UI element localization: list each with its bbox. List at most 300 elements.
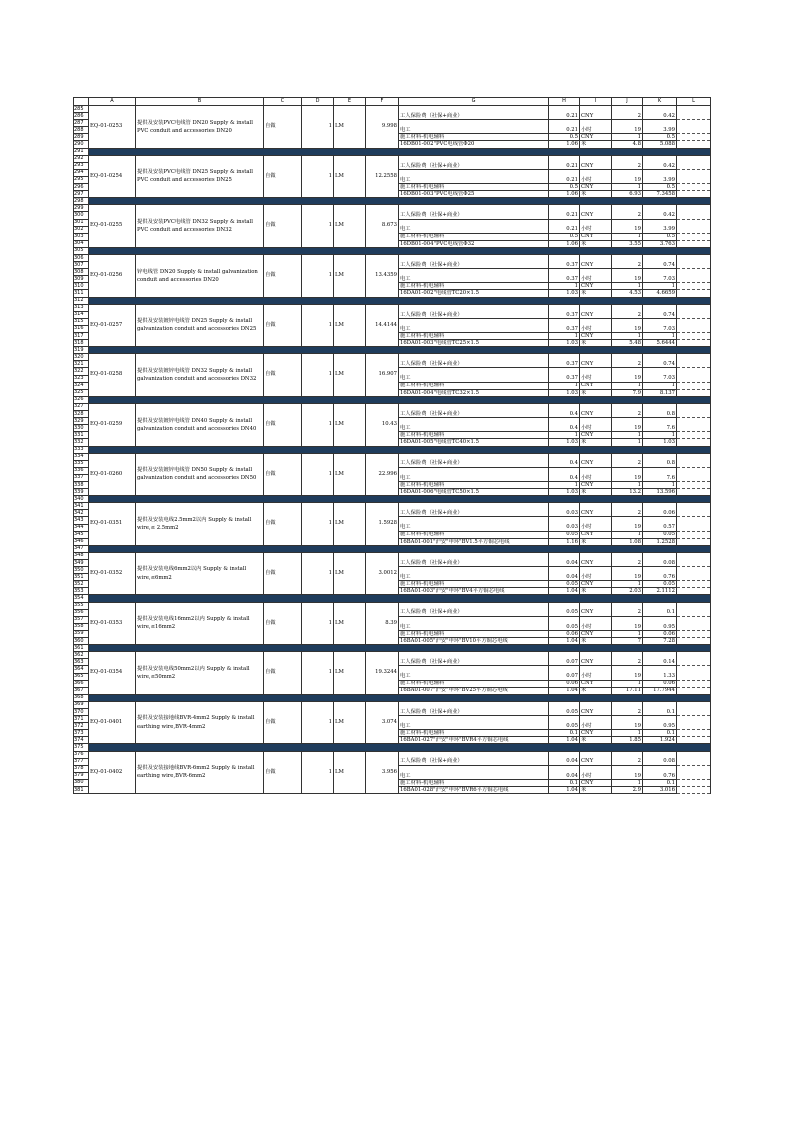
line-amount[interactable]: 7.03 (643, 368, 677, 382)
line-amount[interactable]: 0.95 (643, 616, 677, 630)
line-rate[interactable]: 1.04 (549, 588, 580, 595)
empty-cell-l[interactable] (677, 233, 711, 240)
line-name[interactable]: 施工材料-机电辅料 (399, 779, 549, 786)
line-name[interactable]: 工人保险费（社保+商业） (399, 751, 549, 765)
empty-cell-l[interactable] (677, 219, 711, 233)
line-price[interactable]: 1 (612, 233, 643, 240)
line-price[interactable]: 19 (612, 716, 643, 730)
line-amount[interactable]: 4.6659 (643, 290, 677, 297)
line-price[interactable]: 2 (612, 106, 643, 120)
line-amount[interactable]: 0.95 (643, 716, 677, 730)
row-number[interactable]: 371 (74, 716, 89, 723)
line-unit[interactable]: 米 (580, 638, 612, 645)
empty-cell-l[interactable] (677, 737, 711, 744)
line-price[interactable]: 19 (612, 467, 643, 481)
line-name[interactable]: 电工 (399, 120, 549, 134)
empty-cell-l[interactable] (677, 382, 711, 389)
line-name[interactable]: 工人保险费（社保+商业） (399, 354, 549, 368)
empty-cell-l[interactable] (677, 340, 711, 347)
item-description[interactable]: 提供及安装电线50mm2以内 Supply & install wire,≤50mm2 (136, 652, 264, 695)
line-rate[interactable]: 1 (549, 432, 580, 439)
line-rate[interactable]: 0.21 (549, 155, 580, 169)
line-unit[interactable]: 小时 (580, 567, 612, 581)
line-name[interactable]: 施工材料-机电辅料 (399, 283, 549, 290)
line-unit[interactable]: 小时 (580, 418, 612, 432)
item-unit[interactable]: LM (334, 354, 366, 397)
line-price[interactable]: 1 (612, 481, 643, 488)
item-code[interactable]: EQ-01-0259 (89, 403, 136, 446)
row-number[interactable]: 311 (74, 290, 89, 297)
row-number[interactable]: 330 (74, 425, 89, 432)
row-number[interactable]: 331 (74, 432, 89, 439)
empty-cell-l[interactable] (677, 517, 711, 531)
row-number[interactable]: 317 (74, 333, 89, 340)
row-number[interactable]: 308 (74, 269, 89, 276)
line-unit[interactable]: 米 (580, 240, 612, 247)
row-number[interactable]: 305 (74, 247, 89, 254)
row-number[interactable]: 369 (74, 701, 89, 708)
row-number[interactable]: 364 (74, 666, 89, 673)
line-name[interactable]: 工人保险费（社保+商业） (399, 205, 549, 219)
line-price[interactable]: 1 (612, 134, 643, 141)
line-unit[interactable]: CNY (580, 283, 612, 290)
column-header-i[interactable]: I (580, 98, 612, 106)
line-amount[interactable]: 0.08 (643, 751, 677, 765)
line-amount[interactable]: 0.74 (643, 354, 677, 368)
item-source[interactable]: 自做 (264, 453, 302, 496)
line-name[interactable]: 电工 (399, 567, 549, 581)
line-unit[interactable]: CNY (580, 106, 612, 120)
line-price[interactable]: 1 (612, 432, 643, 439)
row-number[interactable]: 297 (74, 191, 89, 198)
line-amount[interactable]: 0.08 (643, 552, 677, 566)
row-number[interactable]: 299 (74, 205, 89, 212)
item-code[interactable]: EQ-01-0401 (89, 701, 136, 744)
line-rate[interactable]: 0.4 (549, 403, 580, 417)
line-name[interactable]: 工人保险费（社保+商业） (399, 106, 549, 120)
line-unit[interactable]: CNY (580, 531, 612, 538)
empty-cell-l[interactable] (677, 538, 711, 545)
row-number[interactable]: 348 (74, 552, 89, 559)
line-unit[interactable]: CNY (580, 751, 612, 765)
line-unit[interactable]: 小时 (580, 269, 612, 283)
line-amount[interactable]: 7.03 (643, 269, 677, 283)
line-rate[interactable]: 0.4 (549, 453, 580, 467)
line-price[interactable]: 2 (612, 503, 643, 517)
line-name[interactable]: 16DB01-002"PVC电线管Φ20 (399, 141, 549, 148)
line-amount[interactable]: 0.1 (643, 602, 677, 616)
empty-cell-l[interactable] (677, 787, 711, 794)
item-quantity[interactable]: 1 (302, 751, 334, 794)
empty-cell-l[interactable] (677, 304, 711, 318)
line-rate[interactable]: 0.5 (549, 233, 580, 240)
item-total[interactable]: 3.0012 (366, 552, 399, 595)
line-unit[interactable]: 米 (580, 290, 612, 297)
item-unit[interactable]: LM (334, 254, 366, 297)
item-quantity[interactable]: 1 (302, 701, 334, 744)
row-number[interactable]: 285 (74, 106, 89, 113)
line-price[interactable]: 2 (612, 701, 643, 715)
empty-cell-l[interactable] (677, 701, 711, 715)
line-price[interactable]: 19 (612, 666, 643, 680)
corner-cell[interactable] (74, 98, 89, 106)
line-rate[interactable]: 1.04 (549, 737, 580, 744)
item-unit[interactable]: LM (334, 106, 366, 149)
empty-cell-l[interactable] (677, 652, 711, 666)
line-price[interactable]: 19 (612, 517, 643, 531)
line-name[interactable]: 工人保险费（社保+商业） (399, 403, 549, 417)
line-amount[interactable]: 0.06 (643, 680, 677, 687)
line-unit[interactable]: 米 (580, 191, 612, 198)
row-number[interactable]: 376 (74, 751, 89, 758)
row-number[interactable]: 319 (74, 347, 89, 354)
line-price[interactable]: 2.03 (612, 588, 643, 595)
line-amount[interactable]: 0.05 (643, 531, 677, 538)
item-total[interactable]: 10.43 (366, 403, 399, 446)
item-code[interactable]: EQ-01-0351 (89, 503, 136, 546)
line-amount[interactable]: 1.33 (643, 666, 677, 680)
line-name[interactable]: 电工 (399, 666, 549, 680)
line-amount[interactable]: 0.8 (643, 403, 677, 417)
line-price[interactable]: 1 (612, 382, 643, 389)
row-number[interactable]: 323 (74, 375, 89, 382)
row-number[interactable]: 334 (74, 453, 89, 460)
item-total[interactable]: 19.3244 (366, 652, 399, 695)
item-code[interactable]: EQ-01-0402 (89, 751, 136, 794)
line-name[interactable]: 电工 (399, 616, 549, 630)
line-price[interactable]: 19 (612, 418, 643, 432)
column-header-j[interactable]: J (612, 98, 643, 106)
line-name[interactable]: 电工 (399, 318, 549, 332)
line-name[interactable]: 工人保险费（社保+商业） (399, 254, 549, 268)
line-unit[interactable]: 小时 (580, 318, 612, 332)
item-unit[interactable]: LM (334, 403, 366, 446)
row-number[interactable]: 342 (74, 510, 89, 517)
line-unit[interactable]: CNY (580, 680, 612, 687)
line-name[interactable]: 电工 (399, 765, 549, 779)
row-number[interactable]: 333 (74, 446, 89, 453)
row-number[interactable]: 309 (74, 276, 89, 283)
line-name[interactable]: 16DA01-006"电线管TC50×1.5 (399, 489, 549, 496)
line-price[interactable]: 5.48 (612, 340, 643, 347)
item-total[interactable]: 16.907 (366, 354, 399, 397)
line-amount[interactable]: 1 (643, 283, 677, 290)
item-code[interactable]: EQ-01-0255 (89, 205, 136, 248)
item-quantity[interactable]: 1 (302, 652, 334, 695)
line-unit[interactable]: CNY (580, 581, 612, 588)
row-number[interactable]: 335 (74, 460, 89, 467)
item-source[interactable]: 自做 (264, 205, 302, 248)
row-number[interactable]: 360 (74, 638, 89, 645)
row-number[interactable]: 373 (74, 730, 89, 737)
empty-cell-l[interactable] (677, 581, 711, 588)
item-unit[interactable]: LM (334, 652, 366, 695)
item-unit[interactable]: LM (334, 205, 366, 248)
empty-cell-l[interactable] (677, 687, 711, 694)
row-number[interactable]: 300 (74, 212, 89, 219)
line-unit[interactable]: 小时 (580, 765, 612, 779)
item-unit[interactable]: LM (334, 552, 366, 595)
row-number[interactable]: 349 (74, 560, 89, 567)
line-price[interactable]: 2.9 (612, 787, 643, 794)
row-number[interactable]: 357 (74, 616, 89, 623)
line-name[interactable]: 施工材料-机电辅料 (399, 134, 549, 141)
row-number[interactable]: 316 (74, 325, 89, 332)
line-unit[interactable]: CNY (580, 184, 612, 191)
line-unit[interactable]: CNY (580, 453, 612, 467)
row-number[interactable]: 326 (74, 396, 89, 403)
line-rate[interactable]: 0.37 (549, 269, 580, 283)
empty-cell-l[interactable] (677, 630, 711, 637)
row-number[interactable]: 363 (74, 659, 89, 666)
line-amount[interactable]: 0.76 (643, 567, 677, 581)
line-unit[interactable]: CNY (580, 701, 612, 715)
line-name[interactable]: 施工材料-机电辅料 (399, 730, 549, 737)
item-description[interactable]: 提供及安装PVC电线管 DN25 Supply & install PVC conduit and accessories DN25 (136, 155, 264, 198)
line-rate[interactable]: 0.05 (549, 716, 580, 730)
line-unit[interactable]: 米 (580, 389, 612, 396)
row-number[interactable]: 377 (74, 758, 89, 765)
line-price[interactable]: 1 (612, 630, 643, 637)
line-price[interactable]: 6.93 (612, 191, 643, 198)
row-number[interactable]: 321 (74, 361, 89, 368)
item-quantity[interactable]: 1 (302, 254, 334, 297)
line-rate[interactable]: 1.03 (549, 489, 580, 496)
empty-cell-l[interactable] (677, 134, 711, 141)
line-price[interactable]: 2 (612, 155, 643, 169)
item-unit[interactable]: LM (334, 751, 366, 794)
line-name[interactable]: 16BA01-005"沪安"申环"BV10平方铜芯电线 (399, 638, 549, 645)
item-description[interactable]: 提供及安装接地线BVR-4mm2 Supply & install earthing wire,BVR-4mm2 (136, 701, 264, 744)
empty-cell-l[interactable] (677, 418, 711, 432)
line-name[interactable]: 施工材料-机电辅料 (399, 184, 549, 191)
line-name[interactable]: 电工 (399, 269, 549, 283)
line-amount[interactable]: 0.42 (643, 205, 677, 219)
row-number[interactable]: 366 (74, 680, 89, 687)
line-amount[interactable]: 0.1 (643, 701, 677, 715)
item-unit[interactable]: LM (334, 602, 366, 645)
empty-cell-l[interactable] (677, 680, 711, 687)
line-unit[interactable]: CNY (580, 155, 612, 169)
line-name[interactable]: 施工材料-机电辅料 (399, 233, 549, 240)
line-rate[interactable]: 0.05 (549, 531, 580, 538)
empty-cell-l[interactable] (677, 240, 711, 247)
line-rate[interactable]: 1.04 (549, 787, 580, 794)
row-number[interactable]: 322 (74, 368, 89, 375)
row-number[interactable]: 343 (74, 517, 89, 524)
line-price[interactable]: 1 (612, 333, 643, 340)
line-unit[interactable]: CNY (580, 254, 612, 268)
empty-cell-l[interactable] (677, 567, 711, 581)
line-unit[interactable]: 小时 (580, 666, 612, 680)
line-amount[interactable]: 0.06 (643, 503, 677, 517)
line-name[interactable]: 施工材料-机电辅料 (399, 333, 549, 340)
line-rate[interactable]: 0.1 (549, 730, 580, 737)
item-code[interactable]: EQ-01-0254 (89, 155, 136, 198)
line-amount[interactable]: 7.6 (643, 467, 677, 481)
line-rate[interactable]: 0.03 (549, 517, 580, 531)
line-unit[interactable]: CNY (580, 403, 612, 417)
empty-cell-l[interactable] (677, 120, 711, 134)
line-rate[interactable]: 0.06 (549, 630, 580, 637)
row-number[interactable]: 351 (74, 574, 89, 581)
row-number[interactable]: 290 (74, 141, 89, 148)
line-name[interactable]: 16BA01-028"沪安"申环"BVR6平方铜芯电线 (399, 787, 549, 794)
line-unit[interactable]: CNY (580, 630, 612, 637)
column-header-g[interactable]: G (399, 98, 549, 106)
empty-cell-l[interactable] (677, 269, 711, 283)
row-number[interactable]: 353 (74, 588, 89, 595)
row-number[interactable]: 361 (74, 645, 89, 652)
row-number[interactable]: 289 (74, 134, 89, 141)
item-description[interactable]: 提供及安装PVC电线管 DN32 Supply & install PVC conduit and accessories DN32 (136, 205, 264, 248)
item-unit[interactable]: LM (334, 701, 366, 744)
row-number[interactable]: 327 (74, 403, 89, 410)
line-unit[interactable]: 米 (580, 588, 612, 595)
line-unit[interactable]: CNY (580, 432, 612, 439)
line-amount[interactable]: 1 (643, 432, 677, 439)
item-total[interactable]: 22.996 (366, 453, 399, 496)
item-description[interactable]: 提供及安装镀锌电线管 DN40 Supply & install galvanization conduit and accessories DN40 (136, 403, 264, 446)
item-unit[interactable]: LM (334, 503, 366, 546)
row-number[interactable]: 365 (74, 673, 89, 680)
line-rate[interactable]: 0.4 (549, 467, 580, 481)
line-price[interactable]: 2 (612, 205, 643, 219)
line-name[interactable]: 电工 (399, 517, 549, 531)
line-amount[interactable]: 0.1 (643, 779, 677, 786)
line-name[interactable]: 16DA01-002"电线管TC20×1.5 (399, 290, 549, 297)
line-rate[interactable]: 0.21 (549, 169, 580, 183)
row-number[interactable]: 337 (74, 474, 89, 481)
line-price[interactable]: 1 (612, 283, 643, 290)
item-code[interactable]: EQ-01-0352 (89, 552, 136, 595)
item-description[interactable]: 提供及安装接地线BVR-6mm2 Supply & install earthing wire,BVR-6mm2 (136, 751, 264, 794)
line-rate[interactable]: 1.03 (549, 290, 580, 297)
empty-cell-l[interactable] (677, 730, 711, 737)
line-price[interactable]: 1.85 (612, 737, 643, 744)
line-name[interactable]: 工人保险费（社保+商业） (399, 552, 549, 566)
empty-cell-l[interactable] (677, 169, 711, 183)
row-number[interactable]: 293 (74, 162, 89, 169)
empty-cell-l[interactable] (677, 318, 711, 332)
line-name[interactable]: 16DA01-003"电线管TC25×1.5 (399, 340, 549, 347)
item-source[interactable]: 自做 (264, 751, 302, 794)
empty-cell-l[interactable] (677, 106, 711, 120)
row-number[interactable]: 304 (74, 240, 89, 247)
line-unit[interactable]: CNY (580, 779, 612, 786)
empty-cell-l[interactable] (677, 333, 711, 340)
line-rate[interactable]: 1.06 (549, 240, 580, 247)
line-price[interactable]: 17.11 (612, 687, 643, 694)
line-price[interactable]: 2 (612, 354, 643, 368)
column-header-d[interactable]: D (302, 98, 334, 106)
item-code[interactable]: EQ-01-0353 (89, 602, 136, 645)
line-rate[interactable]: 0.06 (549, 680, 580, 687)
line-name[interactable]: 工人保险费（社保+商业） (399, 652, 549, 666)
item-total[interactable]: 12.2558 (366, 155, 399, 198)
line-rate[interactable]: 0.05 (549, 581, 580, 588)
row-number[interactable]: 286 (74, 113, 89, 120)
line-unit[interactable]: 小时 (580, 120, 612, 134)
line-unit[interactable]: CNY (580, 354, 612, 368)
empty-cell-l[interactable] (677, 439, 711, 446)
line-unit[interactable]: CNY (580, 304, 612, 318)
row-number[interactable]: 324 (74, 382, 89, 389)
line-rate[interactable]: 0.07 (549, 652, 580, 666)
row-number[interactable]: 332 (74, 439, 89, 446)
row-number[interactable]: 312 (74, 297, 89, 304)
line-amount[interactable]: 0.74 (643, 304, 677, 318)
line-rate[interactable]: 0.07 (549, 666, 580, 680)
row-number[interactable]: 352 (74, 581, 89, 588)
line-name[interactable]: 工人保险费（社保+商业） (399, 503, 549, 517)
item-quantity[interactable]: 1 (302, 155, 334, 198)
line-unit[interactable]: CNY (580, 382, 612, 389)
row-number[interactable]: 287 (74, 120, 89, 127)
line-amount[interactable]: 7.28 (643, 638, 677, 645)
row-number[interactable]: 372 (74, 723, 89, 730)
line-price[interactable]: 19 (612, 269, 643, 283)
line-name[interactable]: 工人保险费（社保+商业） (399, 602, 549, 616)
line-unit[interactable]: 小时 (580, 169, 612, 183)
line-name[interactable]: 16DA01-005"电线管TC40×1.5 (399, 439, 549, 446)
line-name[interactable]: 工人保险费（社保+商业） (399, 304, 549, 318)
column-header-e[interactable]: E (334, 98, 366, 106)
empty-cell-l[interactable] (677, 489, 711, 496)
line-name[interactable]: 施工材料-机电辅料 (399, 481, 549, 488)
item-description[interactable]: 提供及安装镀锌电线管 DN50 Supply & install galvanization conduit and accessories DN50 (136, 453, 264, 496)
line-rate[interactable]: 0.1 (549, 779, 580, 786)
row-number[interactable]: 318 (74, 340, 89, 347)
empty-cell-l[interactable] (677, 779, 711, 786)
line-price[interactable]: 19 (612, 318, 643, 332)
row-number[interactable]: 344 (74, 524, 89, 531)
line-unit[interactable]: CNY (580, 652, 612, 666)
line-unit[interactable]: CNY (580, 205, 612, 219)
line-rate[interactable]: 1 (549, 283, 580, 290)
line-rate[interactable]: 0.21 (549, 219, 580, 233)
line-price[interactable]: 2 (612, 552, 643, 566)
line-unit[interactable]: CNY (580, 233, 612, 240)
line-name[interactable]: 工人保险费（社保+商业） (399, 453, 549, 467)
item-description[interactable]: 提供及安装镀锌电线管 DN32 Supply & install galvanization conduit and accessories DN32 (136, 354, 264, 397)
row-number[interactable]: 339 (74, 489, 89, 496)
line-unit[interactable]: 米 (580, 141, 612, 148)
empty-cell-l[interactable] (677, 467, 711, 481)
row-number[interactable]: 301 (74, 219, 89, 226)
line-rate[interactable]: 1.06 (549, 191, 580, 198)
line-amount[interactable]: 7.3458 (643, 191, 677, 198)
item-source[interactable]: 自做 (264, 652, 302, 695)
row-number[interactable]: 329 (74, 418, 89, 425)
row-number[interactable]: 292 (74, 155, 89, 162)
item-quantity[interactable]: 1 (302, 503, 334, 546)
line-price[interactable]: 19 (612, 219, 643, 233)
line-rate[interactable]: 1 (549, 382, 580, 389)
empty-cell-l[interactable] (677, 155, 711, 169)
line-rate[interactable]: 0.21 (549, 205, 580, 219)
item-source[interactable]: 自做 (264, 354, 302, 397)
line-rate[interactable]: 0.04 (549, 765, 580, 779)
line-price[interactable]: 19 (612, 169, 643, 183)
row-number[interactable]: 367 (74, 687, 89, 694)
line-name[interactable]: 16DA01-004"电线管TC32×1.5 (399, 389, 549, 396)
line-name[interactable]: 施工材料-机电辅料 (399, 630, 549, 637)
line-name[interactable]: 16BA01-027"沪安"申环"BVR4平方铜芯电线 (399, 737, 549, 744)
line-name[interactable]: 16DB01-004"PVC电线管Φ32 (399, 240, 549, 247)
line-amount[interactable]: 0.5 (643, 134, 677, 141)
row-number[interactable]: 291 (74, 148, 89, 155)
